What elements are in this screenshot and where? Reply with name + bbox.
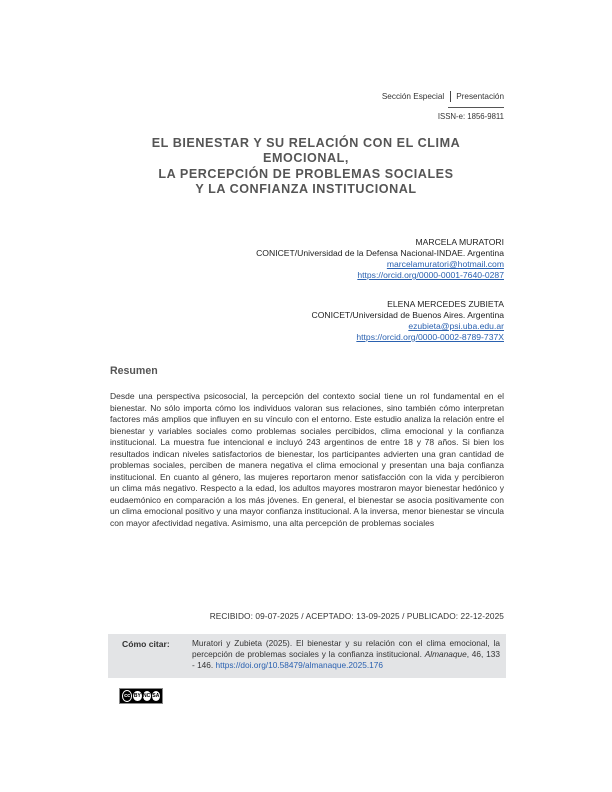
section-separator bbox=[450, 91, 451, 102]
publication-dates: RECIBIDO: 09-07-2025 / ACEPTADO: 13-09-2025 / PUBLICADO: 22-12-2025 bbox=[209, 611, 504, 621]
author-orcid-link[interactable]: https://orcid.org/0000-0001-7640-0287 bbox=[357, 270, 504, 280]
nc-icon: NC bbox=[143, 693, 151, 699]
author-block-1 bbox=[256, 237, 504, 281]
section-label: Sección Especial bbox=[381, 92, 445, 101]
citation-box bbox=[108, 634, 506, 678]
citation-text bbox=[192, 638, 500, 678]
article-title bbox=[110, 136, 502, 198]
header-rule bbox=[448, 107, 504, 108]
author-affiliation: CONICET/Universidad de la Defensa Nacional-INDAE. Argentina bbox=[256, 248, 504, 258]
author-affiliation: CONICET/Universidad de Buenos Aires. Argentina bbox=[311, 310, 504, 320]
author-email-link[interactable]: marcelamuratori@hotmail.com bbox=[386, 259, 504, 269]
abstract-text: Desde una perspectiva psicosocial, la percepción del contexto social tiene un rol fundamental en el bienestar. No sólo importa cómo los individuos valoran sus relaciones, sino también cómo interpretan factores más amplios que influyen en su vínculo con el entorno. Este estudio analiza la relación entre el bienestar y variables sociales como problemas sociales percibidos, clima emocional y la confianza institucional. La muestra fue intencional e incluyó 243 argentinos de entre 18 y 78 años. Si bien los resultados indican niveles satisfactorios de bienestar, los participantes advierten una gran cantidad de problemas sociales, perciben de manera negativa el clima emocional y presentan una baja confianza institucional. En cuanto al género, las mujeres reportaron menor satisfacción con la vida y percibieron un clima más negativo. Respecto a la edad, los adultos mayores mostraron mayor bienestar hedónico y eudaemónico en comparación a los más jóvenes. En general, el bienestar se asocia positivamente con un clima emocional positivo y una mayor confianza institucional. A la inversa, menor bienestar se vincula con mayor afectividad negativa. Asimismo, una alta percepción de problemas sociales bbox=[110, 391, 504, 528]
section-header bbox=[382, 91, 504, 102]
citation-body: Muratori y Zubieta (2025). El bienestar y su relación con el clima emocional, la percepción de problemas sociales y la confianza institucional. bbox=[192, 638, 500, 659]
citation-journal: Almanaque bbox=[424, 648, 467, 659]
issn: ISSN-e: 1856-9811 bbox=[437, 112, 504, 121]
title-line-1: EL BIENESTAR Y SU RELACIÓN CON EL CLIMA EMOCIONAL, bbox=[151, 136, 461, 166]
author-name: MARCELA MURATORI bbox=[415, 237, 504, 247]
citation-doi-link[interactable]: https://doi.org/10.58479/almanaque.2025.176 bbox=[215, 659, 383, 670]
title-line-3: Y LA CONFIANZA INSTITUCIONAL bbox=[195, 182, 417, 197]
title-line-2: LA PERCEPCIÓN DE PROBLEMAS SOCIALES bbox=[158, 166, 454, 181]
sa-icon: SA bbox=[152, 693, 160, 699]
author-name: ELENA MERCEDES ZUBIETA bbox=[387, 299, 504, 309]
citation-volume: , 46, 133 - 146. bbox=[192, 648, 500, 670]
cc-license-badge[interactable] bbox=[119, 688, 163, 704]
subsection-label: Presentación bbox=[456, 92, 504, 101]
abstract-heading: Resumen bbox=[110, 365, 158, 377]
by-icon: BY bbox=[133, 693, 141, 699]
cc-icon: cc bbox=[122, 690, 132, 702]
author-block-2 bbox=[312, 299, 505, 343]
author-orcid-link[interactable]: https://orcid.org/0000-0002-8789-737X bbox=[356, 332, 504, 342]
author-email-link[interactable]: ezubieta@psi.uba.edu.ar bbox=[408, 321, 504, 331]
citation-label: Cómo citar: bbox=[122, 639, 170, 649]
